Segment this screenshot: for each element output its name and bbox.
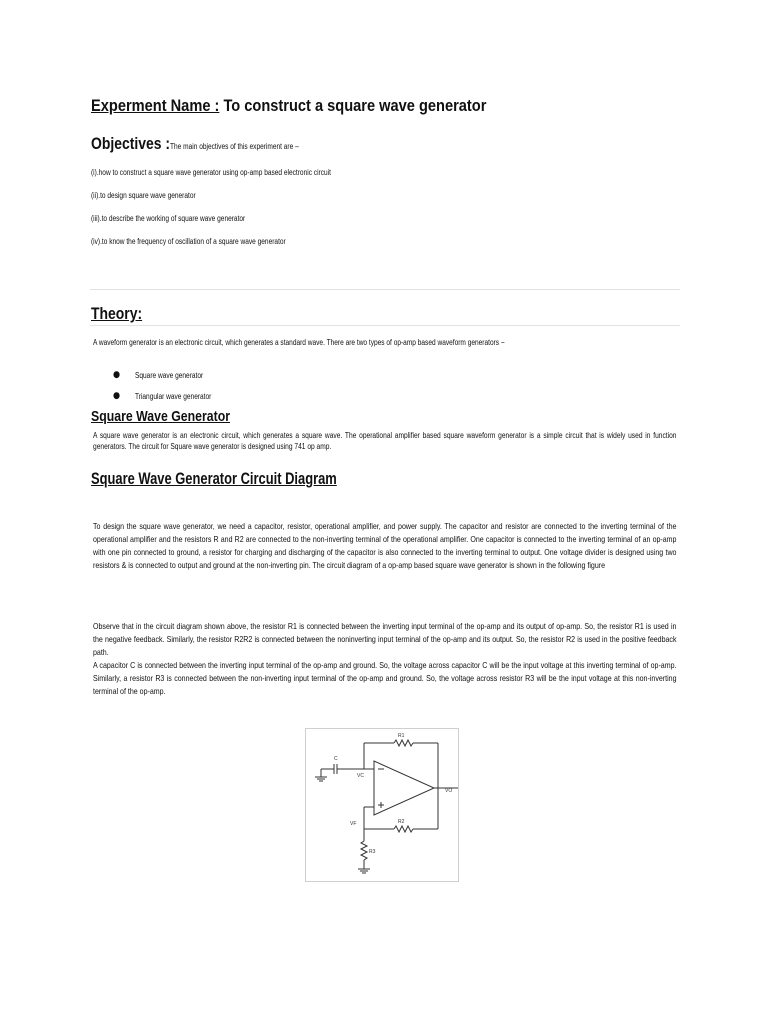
label-r3: R3 bbox=[369, 849, 376, 855]
theory-intro: A waveform generator is an electronic circuit, which generates a standard wave. There are two types of op-amp based waveform generators − bbox=[93, 338, 505, 347]
experiment-label: Experment Name : bbox=[91, 96, 220, 115]
experiment-title: To construct a square wave generator bbox=[223, 96, 487, 115]
experiment-heading bbox=[91, 96, 486, 116]
type-item: Square wave generator bbox=[135, 371, 204, 380]
objective-item: (ii).to design square wave generator bbox=[91, 191, 196, 200]
divider bbox=[90, 289, 680, 290]
circuit-diagram bbox=[306, 729, 458, 881]
label-vc: VC bbox=[357, 773, 364, 779]
label-r1: R1 bbox=[398, 733, 405, 739]
theory-label: Theory: bbox=[91, 304, 143, 323]
paragraph-text: Observe that in the circuit diagram shown above, the resistor R1 is connected between the inverting input terminal of the op-amp and its output of op-amp. So, the resistor R1 is used in the negative feedback. Similarly, the resistor R2R2 is connected between the noninverting input terminal of the op-amp and its output. So, the resistor R2 is used in the positive feedback path. bbox=[93, 621, 677, 657]
circuit-intro-paragraph bbox=[93, 520, 676, 572]
objectives-label: Objectives : bbox=[91, 134, 171, 153]
label-r2: R2 bbox=[398, 819, 405, 825]
objectives-intro: The main objectives of this experiment are – bbox=[170, 142, 299, 151]
label-vo: VO bbox=[445, 788, 453, 794]
bullet-icon: ● bbox=[113, 370, 121, 380]
square-wave-text: A square wave generator is an electronic circuit, which generates a square wave. The operational amplifier based square waveform generator is a simple circuit that is widely used in function generators. The circuit for Square wave generator is designed using 741 op amp. bbox=[93, 431, 677, 451]
objective-item: (iv).to know the frequency of oscillation of a square wave generator bbox=[91, 237, 286, 246]
objectives-heading bbox=[91, 134, 299, 154]
resistor-r3-icon bbox=[361, 841, 367, 860]
theory-heading bbox=[91, 304, 142, 324]
objective-item: (i).how to construct a square wave generator using op-amp based electronic circuit bbox=[91, 168, 331, 177]
square-wave-label: Square Wave Generator bbox=[91, 408, 231, 425]
label-vf: VF bbox=[350, 821, 357, 827]
resistor-r1-icon bbox=[394, 740, 413, 746]
resistor-r2-icon bbox=[394, 826, 413, 832]
bullet-icon: ● bbox=[113, 391, 121, 401]
circuit-heading: Square Wave Generator Circuit Diagram bbox=[91, 469, 337, 488]
paragraph-text: A capacitor C is connected between the inverting input terminal of the op-amp and ground. So, the voltage across capacitor C will be the input voltage at this inverting terminal of op-amp. Similarly, a resistor R3 is connected between the non-inverting input terminal of the op-amp and ground. So, the voltage across resistor R3 will be the input voltage at this non-inverting terminal of the op-amp. bbox=[93, 660, 677, 696]
objective-item: (iii).to describe the working of square wave generator bbox=[91, 214, 246, 223]
divider bbox=[90, 325, 680, 326]
circuit-explanation bbox=[93, 620, 676, 698]
type-item: Triangular wave generator bbox=[135, 392, 212, 401]
square-wave-heading bbox=[91, 408, 230, 425]
label-c: C bbox=[334, 756, 338, 762]
paragraph-text: To design the square wave generator, we need a capacitor, resistor, operational amplifier, and power supply. The capacitor and resistor are connected to the inverting terminal of the operational amplifier and the resistors R and R2 are connected to the non-inverting terminal of the operational amplifier. One capacitor is connected to the inverting terminal of an op-amp with one pin connected to ground, a resistor for charging and discharging of the capacitor is also connected to the inverting terminal to output. One voltage divider is designed using two resistors & is connected to output and ground at the non-inverting pin. The circuit diagram of a op-amp based square wave generator is shown in the following figure bbox=[93, 521, 677, 570]
circuit-figure bbox=[305, 728, 459, 882]
